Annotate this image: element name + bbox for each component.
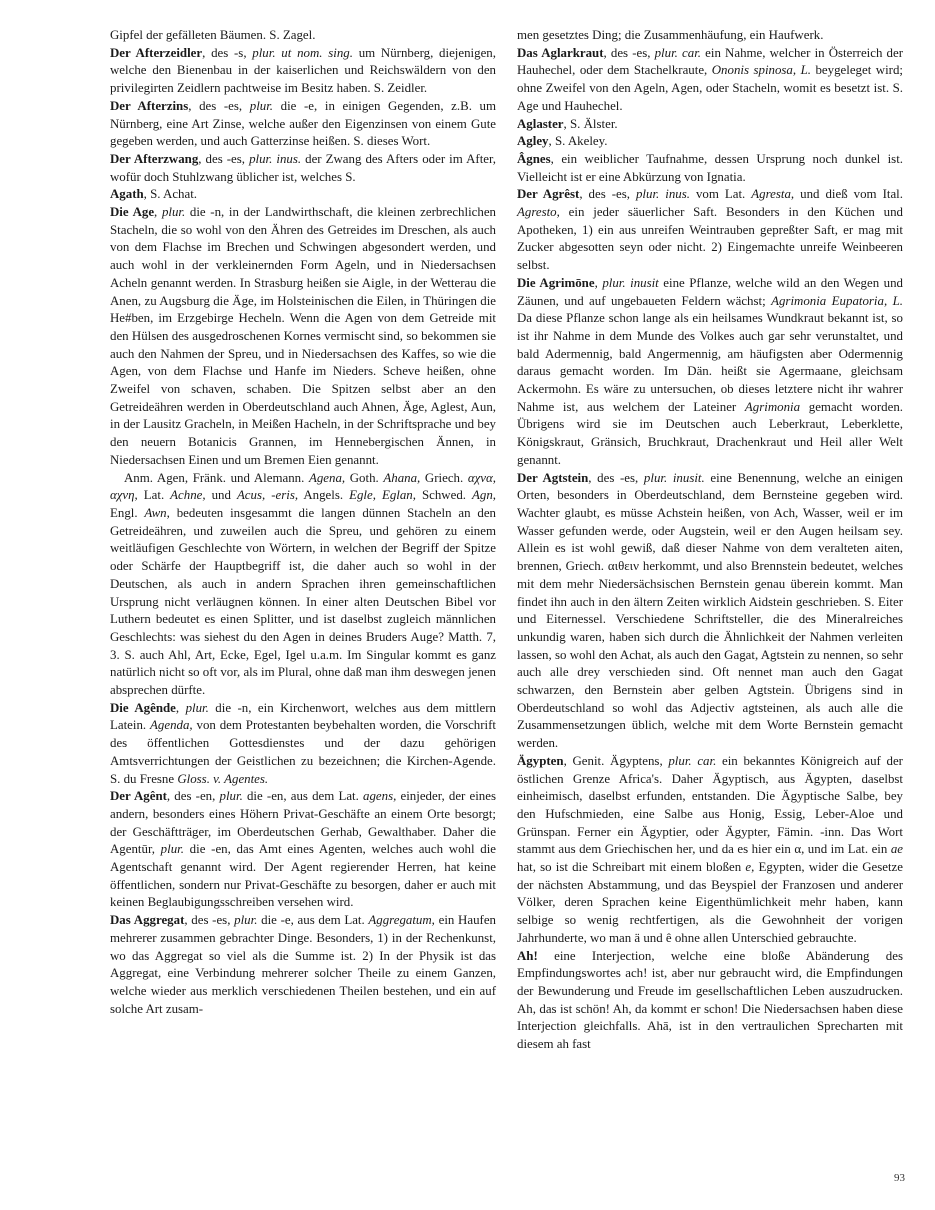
dictionary-entry <box>517 948 903 1054</box>
entry-text: ein bekanntes Königreich auf der östlichen Grenze Africa's. Daher Ägyptisch, aus Ägypten, daselbst einheimisch, daselbst erfunden, entstanden. Die Ägyptische Salbe, bey den Hufschmieden, eine Salbe aus Honig, Essig, Leber-Aloe und Grünspan. Ferner ein Ägyptier, oder Ägypter, Fämin. -inn. Das Wort stammt aus dem Griechischen her, und da es hier ein α, und im Lat. ein <box>517 753 903 857</box>
entry-text: Engl. <box>110 505 145 520</box>
entry-italic-text: plur. <box>160 842 184 857</box>
entry-text: Anm. Agen, Fränk. und Alemann. <box>124 470 309 485</box>
entry-text: einjeder, der eines andern, besonders eines Höhern Privat-Geschäfte an einem Orte besorgt; der Geschäftträger, im Oberdeutschen Gerhab, Gewalthaber. Daher die Agentūr, <box>110 789 496 857</box>
entry-text: von dem Protestanten beybehalten worden, die Vorschrift des öffentlichen Gottesdienstes und der dazu gehörigen Amtsverrichtungen der Geistlichen zu bezeichnen; die Kirchen-Agende. S. du Fresne <box>110 718 496 786</box>
dictionary-entry <box>517 27 903 45</box>
entry-italic-text: agens, <box>363 789 397 804</box>
entry-text: Griech. <box>420 470 468 485</box>
entry-italic-text: Gloss. v. Agentes. <box>177 771 269 786</box>
entry-text: , <box>175 700 186 715</box>
entry-headword: Agath <box>110 187 144 202</box>
dictionary-entry <box>110 912 496 1018</box>
entry-text: , des -es, <box>579 187 636 202</box>
entry-headword: Der Agênt <box>110 789 167 804</box>
entry-italic-text: plur. car. <box>654 45 702 60</box>
entry-text: , des -s, <box>202 45 253 60</box>
entry-text: Gipfel der gefälleten Bäumen. S. Zagel. <box>110 28 316 42</box>
entry-text: Goth. <box>345 470 384 485</box>
entry-headword: Der Agtstein <box>517 470 589 485</box>
entry-headword: Die Agrimōne <box>517 275 595 290</box>
dictionary-entry <box>110 186 496 204</box>
dictionary-entry <box>110 27 496 45</box>
entry-headword: Die Agênde <box>110 700 176 715</box>
entry-italic-text: Ononis spinosa, L. <box>711 63 811 78</box>
entry-text: , des -es, <box>184 913 235 928</box>
entry-text: die -e, in einigen Gegenden, z.B. um Nürnberg, eine Art Zinse, welche außer den Eigenzinsen von einem Gute gegeben werden, und auch Gatterzinse heißen. S. dieses Wort. <box>110 98 496 149</box>
entry-italic-text: Acus, -eris, <box>236 488 299 503</box>
entry-italic-text: Aggregatum, <box>368 913 435 928</box>
entry-text: Angels. <box>298 488 350 503</box>
dictionary-entry <box>110 45 496 98</box>
entry-headword: Die Age <box>110 205 155 220</box>
entry-italic-text: plur. <box>234 913 258 928</box>
entry-text: die -n, in der Landwirthschaft, die kleinen zerbrechlichen Stacheln, die so wohl von den Ähren des Getreides im Dreschen, als auch von dem Flachse im Brechen und Schwingen abgesondert werden, und auch wohl in der verkleinernden Form Ageln, und in Niedersachsen Acheln genannt werden. In Strasburg heißen sie Aigle, in der Wetterau die Anen, zu Augsburg die Äge, im Holsteinischen die Eilen, in Thüringen die He#ben, im Erzgebirge Hecheln. Wenn die Agen von dem Getreide mit den Hülsen des ausgedroschenen Kornes vermischt sind, so bekommen sie auch den Nahmen der Spreu, und in Niedersachsen des Kaffes, so wie die Agen, von dem Flachse und Hanfe im Nieders. Scheve heißen, ohne Zweifel von schaven, schaben. Die Spitzen selbst aber an den Getreideähren werden in Oberdeutschland auch Ahnen, Äge, Aglest, Aun, in der Lausitz Gracheln, in Meißen Hacheln, in der Schriftsprache und bey den neuern Botanicis Grannen, im Hennebergischen Ännen, in Niedersachsen Einen und um Bremen Eien genannt. <box>110 205 496 467</box>
entry-text: die -en, das Amt eines Agenten, welches auch wohl die Agentschaft genannt wird. Der Agent regierender Herren, hat keine öffentlichen, sondern nur Privat-Geschäfte zu besorgen, daher er auch mit keinen Beglaubigungsschreiben versehen wird. <box>110 842 497 910</box>
entry-text: , S. Akeley. <box>548 134 608 149</box>
dictionary-entry <box>110 788 496 912</box>
entry-italic-text: Agena, <box>308 470 346 485</box>
entry-text: die -n, ein Kirchenwort, welches aus dem mittlern Latein. <box>110 700 496 733</box>
entry-text: eine Pflanze, welche wild an den Wegen und Zäunen, und auf ungebaueten Feldern wächst; <box>517 275 904 308</box>
dictionary-entry <box>110 98 496 151</box>
entry-text: , S. Älster. <box>563 116 618 131</box>
entry-text: vom Lat. <box>689 187 752 202</box>
entry-text: und dieß vom Ital. <box>794 187 903 202</box>
entry-text: beygeleget wird; ohne Zweifel von den Ageln, Agen, oder Stacheln, womit es besetzt ist. S. Age und Hauhechel. <box>517 63 903 113</box>
entry-italic-text: Agenda, <box>150 718 193 733</box>
entry-text: , des -es, <box>198 151 250 166</box>
entry-text: , Genit. Ägyptens, <box>563 753 669 768</box>
entry-italic-text: Agrimonia Eupatoria, L. <box>771 293 903 308</box>
entry-headword: Ägypten <box>517 753 564 768</box>
entry-italic-text: plur. <box>161 205 186 220</box>
dictionary-entry <box>517 275 903 470</box>
entry-text: , des -es, <box>188 98 250 113</box>
left-column <box>110 27 496 1018</box>
entry-italic-text: plur. inusit. <box>643 470 705 485</box>
entry-headword: Der Agrêst <box>517 187 580 202</box>
entry-text: die -en, aus dem Lat. <box>242 789 364 804</box>
dictionary-entry <box>517 116 903 134</box>
entry-italic-text: plur. <box>219 789 243 804</box>
entry-italic-text: Egle, Eglan, <box>349 488 416 503</box>
entry-text: Schwed. <box>415 488 472 503</box>
entry-italic-text: plur. <box>185 700 209 715</box>
dictionary-entry <box>110 700 496 789</box>
entry-text: men gesetztes Ding; die Zusammenhäufung, ein Haufwerk. <box>517 28 824 42</box>
dictionary-entry <box>517 151 903 186</box>
entry-italic-text: Agresta, <box>751 187 795 202</box>
entry-text: ein jeder säuerlicher Saft. Besonders in den Küchen und Apotheken, 1) ein aus unreifen Weintrauben gepreßter Saft, er mag mit Zucker abgesotten seyn oder nicht. 2) Eingemachte unreife Weinbeeren selbst. <box>517 205 903 273</box>
right-column <box>517 27 903 1054</box>
entry-headword: Der Afterzwang <box>110 151 199 166</box>
entry-headword: Âgnes <box>517 151 551 166</box>
entry-headword: Ah! <box>517 948 538 963</box>
entry-headword: Aglaster <box>517 116 564 131</box>
entry-text: gemacht worden. Übrigens wird sie im Deutschen auch Leberkraut, Leberklette, Königskraut, Gränsich, Bruchkraut, Drachenkraut und Heil aller Welt genannt. <box>517 399 903 467</box>
dictionary-entry <box>517 133 903 151</box>
entry-italic-text: ae <box>890 842 903 857</box>
entry-text: ein Nahme, welcher in Österreich der Hauhechel, oder dem Stachelkraute, <box>517 45 904 78</box>
entry-italic-text: plur. car. <box>668 753 717 768</box>
entry-italic-text: plur. inus. <box>635 187 690 202</box>
entry-text: eine Interjection, welche eine bloße Abänderung des Empfindungswortes ach! ist, aber nur gebraucht wird, die Empfindungen der Bewunderung und Freude im gesellschaftlichen Leben auszudrucken. Ah, das ist schön! Ah, da kommt er schon! Die Niedersachsen haben diese Interjection gleichfalls. Ahā, ist in den vertraulichen Sprecharten mit diesem ah fast <box>517 948 903 1052</box>
entry-headword: Der Afterzeidler <box>110 45 203 60</box>
entry-italic-text: Agrimonia <box>744 399 801 414</box>
entry-text: , des -es, <box>588 470 644 485</box>
entry-headword: Agley <box>517 134 549 149</box>
entry-text: Da diese Pflanze schon lange als ein heilsames Wundkraut bekannt ist, so ist ihr Nahme in dem Munde des Volkes auch gar sehr verunstaltet, und bald Adermennig, bald Angermennig, am häufigsten aber Odermennig daraus gemacht worden. Im Dän. heißt sie Agermaane, gleichsam Ackermohn. Es wäre zu untersuchen, ob dieses letztere nicht ihr wahrer Nahme ist, aus welchem der Lateiner <box>517 311 903 414</box>
entry-italic-text: plur. <box>249 98 274 113</box>
entry-italic-text: Ahana, <box>383 470 421 485</box>
dictionary-entry <box>110 204 496 470</box>
entry-text: , des -en, <box>166 789 220 804</box>
entry-text: , <box>154 205 162 220</box>
entry-text: Egypten, wider die Gesetze der nächsten Abstammung, und das Beyspiel der Franzosen und anderer Völker, deren Sprachen keine Eigenthümlichkeit mehr haben, kann selbige so wenig rechtfertigen, als die Gewohnheit der vorigen Jahrhunderte, wo man ä und ê ohne allen Unterschied gebrauchte. <box>517 860 903 945</box>
entry-text: eine Benennung, welche an einigen Orten, besonders in Oberdeutschland, dem Bernsteine gegeben wird. Wachter glaubt, es müsse Achstein heißen, von Ach, Wasser, weil er im Wasser gefunden werde, oder Augstein, weil er den Augen heilsam sey. Allein es ist wohl gewiß, daß dieser Nahme von dem veralteten aiten, brennen, Griech. αιθειν herkommt, und also Brennstein bedeutet, welches mit dem mehr Niedersächsischen Bernstein genau überein kommt. Man findet ihn auch in den ältern Zeiten wirklich Aidstein geschrieben. S. Eiter und Eiternessel. Verschiedene Schriftsteller, die des Mineralreiches unkundig waren, haben sich durch die Ähnlichkeit der Nahmen verleiten lassen, so wohl den Achat, als auch den Gagat, Agtstein zu nennen, so sehr auch alle drey verschieden sind. Oft nennet man auch den Gagat schwarzen, den Bernstein aber gelben Agtstein. Übrigens sind in Oberdeutschland so wohl das Adjectiv agtsteinen, als auch alle die Zusammensetzungen üblich, welche mit dem Worte Bernstein gemacht werden. <box>517 470 904 751</box>
entry-text: , S. Achat. <box>143 187 198 202</box>
entry-italic-text: e, <box>745 860 755 875</box>
entry-italic-text: Achne, <box>170 488 206 503</box>
entry-headword: Das Aglarkraut <box>517 45 604 60</box>
entry-text: bedeuten insgesammt die langen dünnen Stacheln an den Getreideähren, und zuweilen auch die Spreu, und gehören zu einem weitläufigen Geschlechte von Wörtern, in welchen der Begriff der Spitze oder Schärfe der Hauptbegriff ist, die daher auch so wohl in der Deutschen, als auch in andern Sprachen ihren gemeinschaftlichen Ursprung nicht verläugnen können. In einer alten Deutschen Bibel vor Luthern bedeutet es einen Splitter, und ist daselbst zugleich männlichen Geschlechts: was siehest du den Agen in deines Bruders Auge? Matth. 7, 3. S. auch Ahl, Art, Ecke, Egel, Igel u.a.m. Im Singular kommt es ganz natürlich nicht so oft vor, als im Plural, ohne daß man ihm deswegen jenen absprechen dürfte. <box>110 505 496 698</box>
entry-text: und <box>205 488 237 503</box>
page-number: 93 <box>894 1172 905 1184</box>
entry-text: Lat. <box>137 488 171 503</box>
entry-text: hat, so ist die Schreibart mit einem bloßen <box>517 860 746 875</box>
entry-headword: Der Afterzins <box>110 98 189 113</box>
dictionary-entry <box>517 45 903 116</box>
entry-italic-text: Agn, <box>472 488 496 503</box>
entry-italic-text: plur. inusit <box>602 275 659 290</box>
entry-text: , des -es, <box>603 45 655 60</box>
entry-italic-text: Awn, <box>144 505 170 520</box>
dictionary-entry <box>517 470 903 753</box>
entry-headword: Das Aggregat <box>110 913 185 928</box>
entry-italic-text: αχνα, αχνη, <box>110 470 496 503</box>
dictionary-entry <box>517 186 903 275</box>
entry-text: die -e, aus dem Lat. <box>257 913 369 928</box>
dictionary-entry <box>110 470 496 700</box>
dictionary-entry <box>110 151 496 186</box>
entry-text: , <box>594 275 603 290</box>
entry-italic-text: plur. inus. <box>249 151 302 166</box>
entry-text: , ein weiblicher Taufnahme, dessen Ursprung noch dunkel ist. Vielleicht ist er eine Abkürzung von Ignatia. <box>517 151 903 184</box>
entry-text: ein Haufen mehrerer zusammen gebrachter Dinge. Besonders, 1) in der Rechenkunst, wo das Aggregat so viel als die Summe ist. 2) In der Physik ist das Aggregat, eine Verbindung mehrerer solcher Theile zu einem Ganzen, welche wieder aus merklich verschiedenen Theilen bestehen, und ein auf solche Art zusam- <box>110 913 496 1016</box>
entry-italic-text: Agresto, <box>517 205 560 220</box>
dictionary-entry <box>517 753 903 948</box>
entry-text: um Nürnberg, diejenigen, welche den Bienenbau in der kaiserlichen und Reichswäldern von den privilegirten Zeidlern pachtweise im Besitz haben. S. Zeidler. <box>110 45 496 96</box>
entry-text: der Zwang des Afters oder im After, wofür doch Stuhlzwang üblicher ist, welches S. <box>110 151 496 184</box>
entry-italic-text: plur. ut nom. sing. <box>252 45 353 60</box>
